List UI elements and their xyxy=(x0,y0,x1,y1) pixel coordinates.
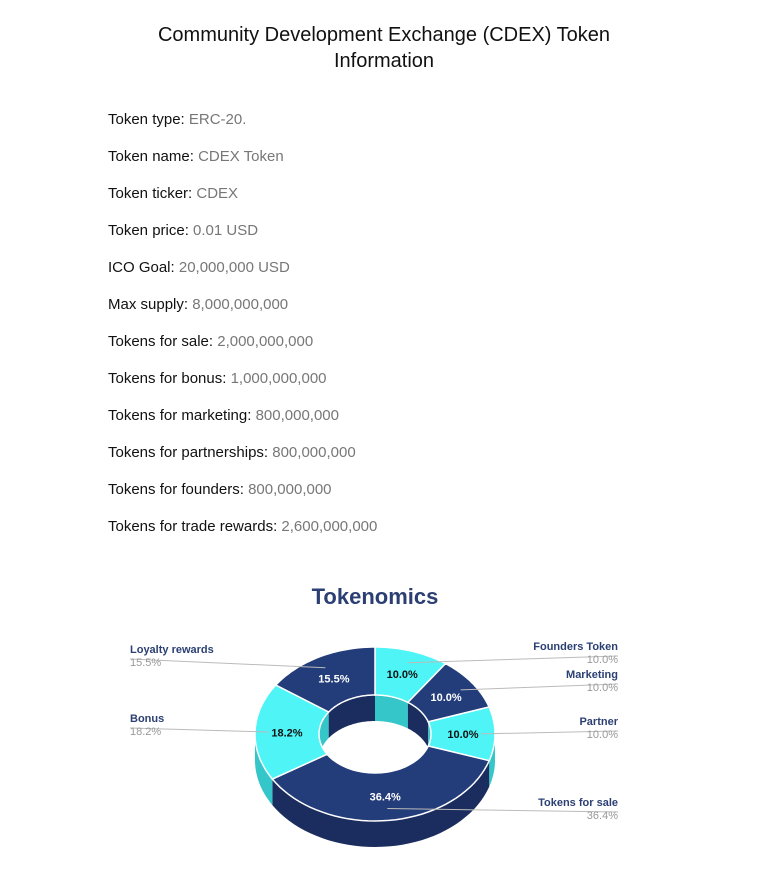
legend-name: Founders Token xyxy=(533,641,618,653)
token-info-row xyxy=(108,258,377,295)
info-value: 800,000,000 xyxy=(248,481,332,498)
info-value: 800,000,000 xyxy=(255,407,339,424)
slice-value-label: 10.0% xyxy=(447,728,479,741)
page-title xyxy=(0,22,768,74)
token-info-row xyxy=(108,110,377,147)
info-label: Token type: xyxy=(108,111,185,128)
legend-name: Tokens for sale xyxy=(538,797,618,809)
legend-value: 36.4% xyxy=(586,810,618,822)
info-value: 2,000,000,000 xyxy=(217,333,314,350)
info-label: Tokens for bonus: xyxy=(108,370,227,387)
info-value: ERC-20. xyxy=(188,111,247,128)
token-info-row xyxy=(108,443,377,480)
legend-value: 10.0% xyxy=(586,729,618,741)
legend-name: Marketing xyxy=(566,669,618,681)
info-label: Tokens for sale: xyxy=(108,333,214,350)
legend-value: 18.2% xyxy=(130,726,162,738)
legend-name: Loyalty rewards xyxy=(130,644,214,656)
info-value: 8,000,000,000 xyxy=(192,296,289,313)
legend-value: 10.0% xyxy=(586,654,618,666)
info-label: ICO Goal: xyxy=(108,259,175,276)
info-label: Tokens for marketing: xyxy=(108,407,252,424)
token-info-row xyxy=(108,221,377,258)
page-title-line-1: Community Development Exchange (CDEX) Token xyxy=(157,24,611,46)
info-value: CDEX xyxy=(196,185,239,202)
info-value: 1,000,000,000 xyxy=(230,370,327,387)
tokenomics-chart xyxy=(0,560,768,878)
info-value: 2,600,000,000 xyxy=(281,518,378,535)
info-label: Token name: xyxy=(108,148,194,165)
info-label: Token price: xyxy=(108,222,189,239)
slice-value-label: 10.0% xyxy=(386,669,418,682)
slice-value-label: 18.2% xyxy=(271,727,303,740)
token-info-row xyxy=(108,332,377,369)
info-label: Tokens for trade rewards: xyxy=(108,518,278,535)
legend-name: Partner xyxy=(579,716,618,728)
token-info-row xyxy=(108,369,377,406)
token-info-row xyxy=(108,480,377,517)
info-label: Token ticker: xyxy=(108,185,193,202)
info-label: Tokens for partnerships: xyxy=(108,444,269,461)
info-label: Max supply: xyxy=(108,296,189,313)
legend-value: 15.5% xyxy=(130,657,162,669)
slice-value-label: 36.4% xyxy=(369,791,401,804)
slice-value-label: 15.5% xyxy=(318,673,350,686)
token-info-row xyxy=(108,147,377,184)
slice-value-label: 10.0% xyxy=(430,691,462,704)
legend-name: Bonus xyxy=(130,713,165,725)
token-info-row xyxy=(108,184,377,221)
legend-value: 10.0% xyxy=(586,682,618,694)
chart-title: Tokenomics xyxy=(311,584,439,609)
token-info-row xyxy=(108,406,377,443)
info-value: CDEX Token xyxy=(198,148,284,165)
info-label: Tokens for founders: xyxy=(108,481,244,498)
token-info-list xyxy=(108,110,377,554)
info-value: 0.01 USD xyxy=(193,222,259,239)
info-value: 800,000,000 xyxy=(272,444,356,461)
page-title-line-2: Information xyxy=(333,50,435,72)
info-value: 20,000,000 USD xyxy=(178,259,290,276)
token-info-row xyxy=(108,295,377,332)
token-info-row xyxy=(108,517,377,554)
